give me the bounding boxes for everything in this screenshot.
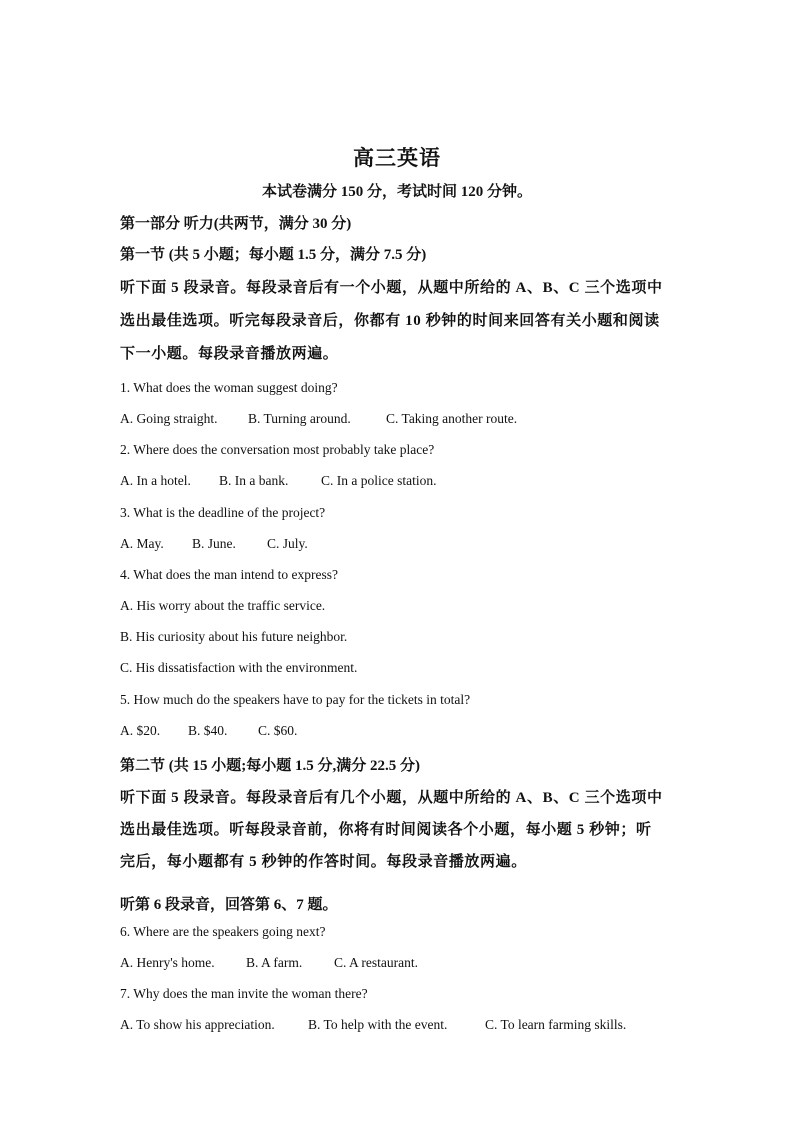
- option: A. In a hotel.: [120, 473, 191, 488]
- option: C. A restaurant.: [334, 955, 418, 970]
- option: A. To show his appreciation.: [120, 1017, 275, 1032]
- option: A. Henry's home.: [120, 955, 215, 970]
- option: A. $20.: [120, 723, 161, 738]
- option: B. June.: [192, 536, 236, 551]
- option: B. A farm.: [246, 955, 303, 970]
- question-text: 3. What is the deadline of the project?: [120, 505, 326, 520]
- page-title: 高三英语: [353, 146, 441, 170]
- question-text: 6. Where are the speakers going next?: [120, 924, 326, 939]
- section1-instruction-line: 下一小题。每段录音播放两遍。: [120, 346, 339, 362]
- section2-heading: 第二节 (共 15 小题;每小题 1.5 分,满分 22.5 分): [120, 758, 420, 774]
- option: C. In a police station.: [321, 473, 437, 488]
- question-text: 5. How much do the speakers have to pay for the tickets in total?: [120, 692, 471, 707]
- option: C. To learn farming skills.: [485, 1017, 627, 1032]
- section2-instruction-line: 选出最佳选项。听每段录音前，你将有时间阅读各个小题，每小题 5 秒钟；听: [120, 822, 652, 838]
- question-option: B. His curiosity about his future neighbor.: [120, 629, 348, 644]
- option: B. In a bank.: [219, 473, 289, 488]
- question-text: 2. Where does the conversation most probably take place?: [120, 442, 435, 457]
- section2-instruction-line: 完后，每小题都有 5 秒钟的作答时间。每段录音播放两遍。: [120, 854, 527, 870]
- section1-heading: 第一节 (共 5 小题；每小题 1.5 分，满分 7.5 分): [120, 247, 427, 263]
- question-text: 7. Why does the man invite the woman there?: [120, 986, 368, 1001]
- question-options: [120, 411, 517, 427]
- question-options: [120, 723, 297, 739]
- section2-instruction-line: 听下面 5 段录音。每段录音后有几个小题，从题中所给的 A、B、C 三个选项中: [120, 790, 663, 806]
- question-text: 4. What does the man intend to express?: [120, 567, 338, 582]
- question-option: A. His worry about the traffic service.: [120, 598, 326, 613]
- group-heading: 听第 6 段录音，回答第 6、7 题。: [120, 897, 338, 913]
- option: A. Going straight.: [120, 411, 218, 426]
- option: C. $60.: [258, 723, 298, 738]
- question-text: 1. What does the woman suggest doing?: [120, 380, 338, 395]
- question-options: [120, 536, 308, 552]
- option: B. $40.: [188, 723, 228, 738]
- question-options: [120, 1017, 626, 1033]
- option: B. To help with the event.: [308, 1017, 448, 1032]
- question-options: [120, 955, 418, 971]
- question-option: C. His dissatisfaction with the environment.: [120, 660, 358, 675]
- question-options: [120, 473, 436, 489]
- section1-instruction-line: 听下面 5 段录音。每段录音后有一个小题，从题中所给的 A、B、C 三个选项中: [120, 280, 663, 296]
- option: A. May.: [120, 536, 164, 551]
- section1-instruction-line: 选出最佳选项。听完每段录音后，你都有 10 秒钟的时间来回答有关小题和阅读: [120, 313, 660, 329]
- exam-info: 本试卷满分 150 分，考试时间 120 分钟。: [261, 184, 532, 200]
- option: B. Turning around.: [248, 411, 351, 426]
- option: C. Taking another route.: [386, 411, 518, 426]
- part1-heading: 第一部分 听力(共两节，满分 30 分): [120, 216, 352, 232]
- option: C. July.: [267, 536, 308, 551]
